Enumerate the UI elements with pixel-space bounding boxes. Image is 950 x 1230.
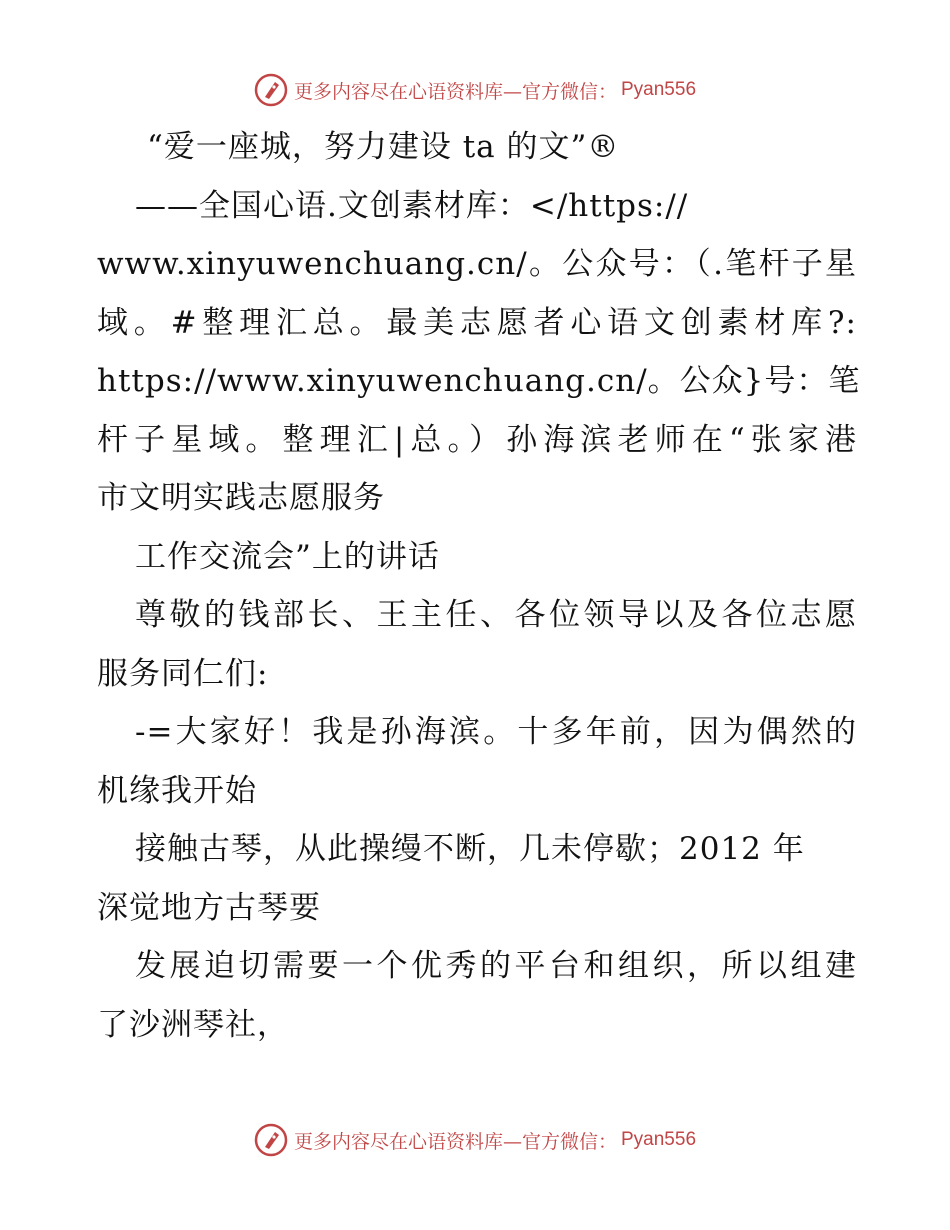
text-line: 接触古琴，从此操缦不断，几未停歇；2012 年 xyxy=(135,831,805,867)
banner-wechat-id: Pyan556 xyxy=(621,1129,697,1150)
text-line: 尊敬的钱部长、王主任、各位领导以及各位志愿 xyxy=(135,597,857,633)
footer-watermark-banner xyxy=(0,1120,950,1160)
banner-text: 更多内容尽在心语资料库—官方微信： xyxy=(293,80,617,103)
text-line: 了沙洲琴社， xyxy=(97,1006,289,1043)
text-line: 域。#整理汇总。最美志愿者心语文创素材库?: xyxy=(97,304,857,341)
text-line: ——全国心语.文创素材库：</https:// xyxy=(135,187,689,224)
text-line: https://www.xinyuwenchuang.cn/。公众}号：笔 xyxy=(97,363,861,399)
text-line: 深觉地方古琴要 xyxy=(97,889,321,926)
text-line: www.xinyuwenchuang.cn/。公众号：（.笔杆子星 xyxy=(97,246,857,282)
header-watermark-banner xyxy=(0,70,950,110)
text-line: 杆子星域。整理汇|总。）孙海滨老师在“张家港 xyxy=(97,421,857,458)
pen-nib-logo-icon xyxy=(254,1123,288,1157)
text-line: 市文明实践志愿服务 xyxy=(97,480,385,516)
text-line: 服务同仁们: xyxy=(97,655,269,692)
text-line: -=大家好！我是孙海滨。十多年前，因为偶然的 xyxy=(135,714,857,750)
banner-wechat-id: Pyan556 xyxy=(621,79,697,100)
text-line: 机缘我开始 xyxy=(97,772,257,809)
text-line: 发展迫切需要一个优秀的平台和组织，所以组建 xyxy=(135,948,857,984)
banner-text: 更多内容尽在心语资料库—官方微信： xyxy=(293,1130,617,1153)
pen-nib-logo-icon xyxy=(254,73,288,107)
document-body xyxy=(97,118,861,1054)
title-line: “爱一座城，努力建设 ta 的文”® xyxy=(147,129,620,165)
text-line: 工作交流会”上的讲话 xyxy=(135,538,440,575)
